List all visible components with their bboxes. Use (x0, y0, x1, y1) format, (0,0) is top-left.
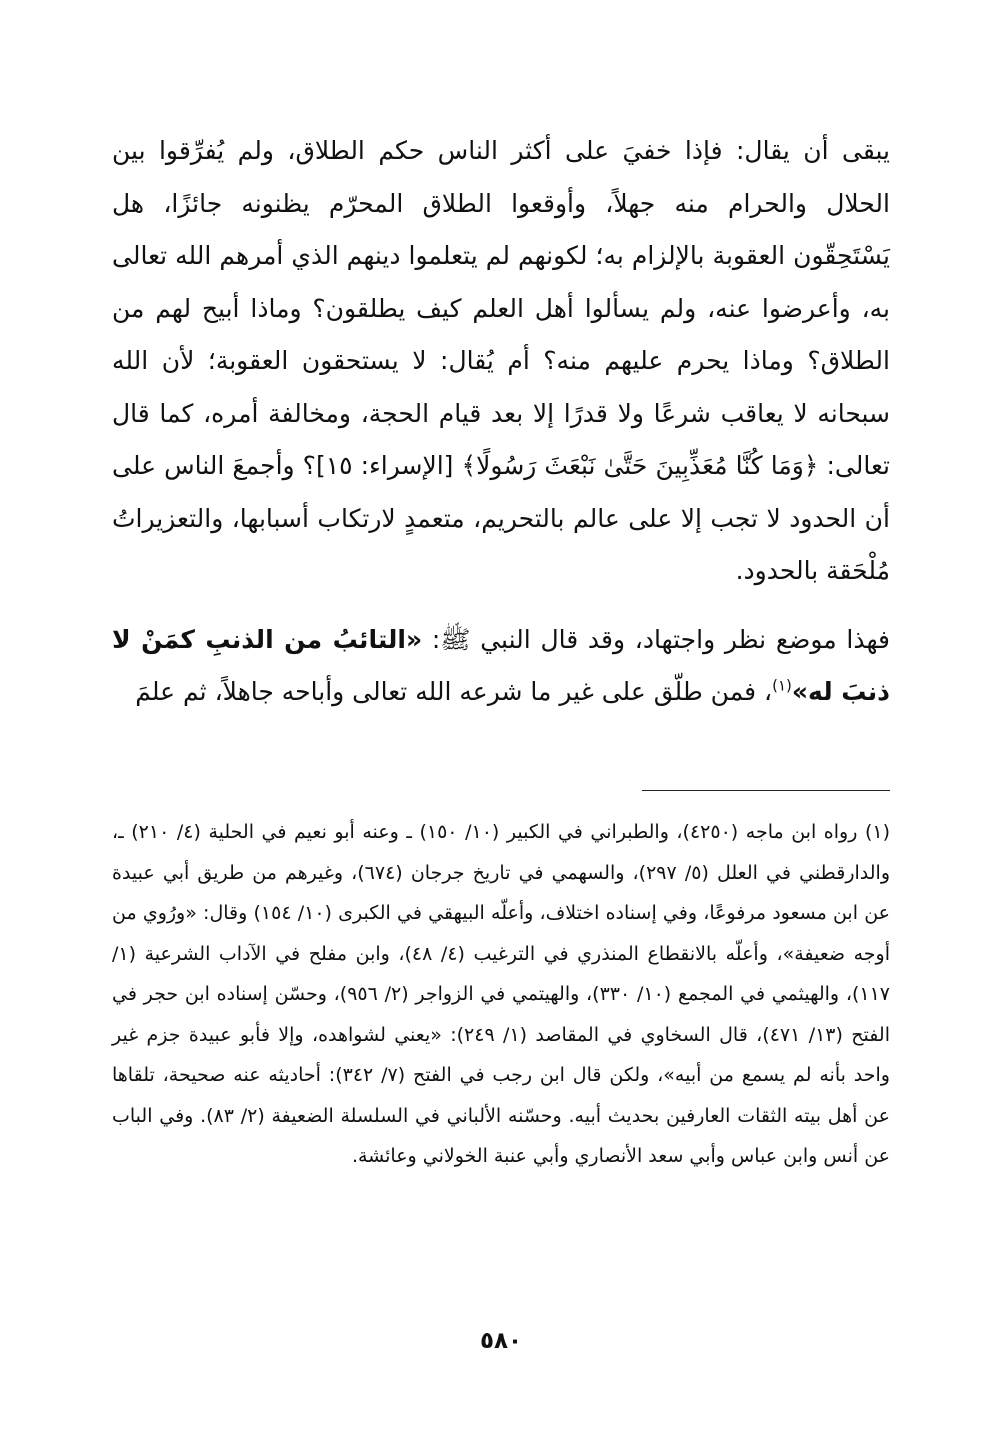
footnote-text: (١) رواه ابن ماجه (٤٢٥٠)، والطبراني في الكبير (١٠/ ١٥٠) ـ وعنه أبو نعيم في الحلية (٤/ ٢١٠) ـ، والدارقطني في العلل (٥/ ٢٩٧)، والسهمي في تاريخ جرجان (٦٧٤)، وغيرهم من طريق أبي عبيدة عن ابن مسعود مرفوعًا، وفي إسناده اختلاف، وأعلّه البيهقي في الكبرى (١٠/ ١٥٤) وقال: «ورُوي من أوجه ضعيفة»، وأعلّه بالانقطاع المنذري في الترغيب (٤/ ٤٨)، وابن مفلح في الآداب الشرعية (١/ ١١٧)، والهيثمي في المجمع (١٠/ ٣٣٠)، والهيتمي في الزواجر (٢/ ٩٥٦)، وحسّن إسناده ابن حجر في الفتح (١٣/ ٤٧١)، قال السخاوي في المقاصد (١/ ٢٤٩): «يعني لشواهده، وإلا فأبو عبيدة جزم غير واحد بأنه لم يسمع من أبيه»، ولكن قال ابن رجب في الفتح (٧/ ٣٤٢): أحاديثه عنه صحيحة، تلقاها عن أهل بيته الثقات العارفين بحديث أبيه. وحسّنه الألباني في السلسلة الضعيفة (٢/ ٨٣). وفي الباب عن أنس وابن عباس وأبي سعد الأنصاري وأبي عنبة الخولاني وعائشة. (112, 821, 890, 1167)
hadith-quote: «التائبُ من الذنبِ كمَنْ لا ذنبَ له» (112, 624, 890, 706)
footnote-separator (642, 790, 890, 791)
footnote (112, 812, 890, 1177)
page-number: ٥٨٠ (479, 1328, 523, 1354)
quran-verse: ﴿وَمَا كُنَّا مُعَذِّبِينَ حَتَّىٰ نَبْعَثَ رَسُولًا﴾ (461, 451, 819, 480)
paragraph-1-text-a: يبقى أن يقال: فإذا خفيَ على أكثر الناس حكم الطلاق، ولم يُفرِّقوا بين الحلال والحرام منه جهلاً، وأوقعوا الطلاق المحرّم يظنونه جائزًا، هل يَسْتَحِقّون العقوبة بالإلزام به؛ لكونهم لم يتعلموا دينهم الذي أمرهم الله تعالى به، وأعرضوا عنه، ولم يسألوا أهل العلم كيف يطلقون؟ وماذا أبيح لهم من الطلاق؟ وماذا يحرم عليهم منه؟ أم يُقال: لا يستحقون العقوبة؛ لأن الله سبحانه لا يعاقب شرعًا ولا قدرًا إلا بعد قيام الحجة، ومخالفة أمره، كما قال تعالى: (112, 136, 891, 480)
paragraph-1-text-b: ؟ وأجمعَ الناس على أن الحدود لا تجب إلا على عالم بالتحريم، متعمدٍ لارتكاب أسبابها، والتعزيراتُ مُلْحَقة بالحدود. (112, 451, 890, 585)
main-text (112, 125, 890, 719)
paragraph-2 (112, 614, 890, 719)
footnote-marker: (١) (772, 676, 792, 695)
verse-reference: [الإسراء: ١٥] (315, 451, 462, 480)
paragraph-1 (112, 125, 890, 598)
paragraph-2-text-a: فهذا موضع نظر واجتهاد، وقد قال النبي ﷺ: (422, 624, 890, 654)
paragraph-2-text-b: ، فمن طلّق على غير ما شرعه الله تعالى وأباحه جاهلاً، ثم علمَ (135, 677, 773, 706)
